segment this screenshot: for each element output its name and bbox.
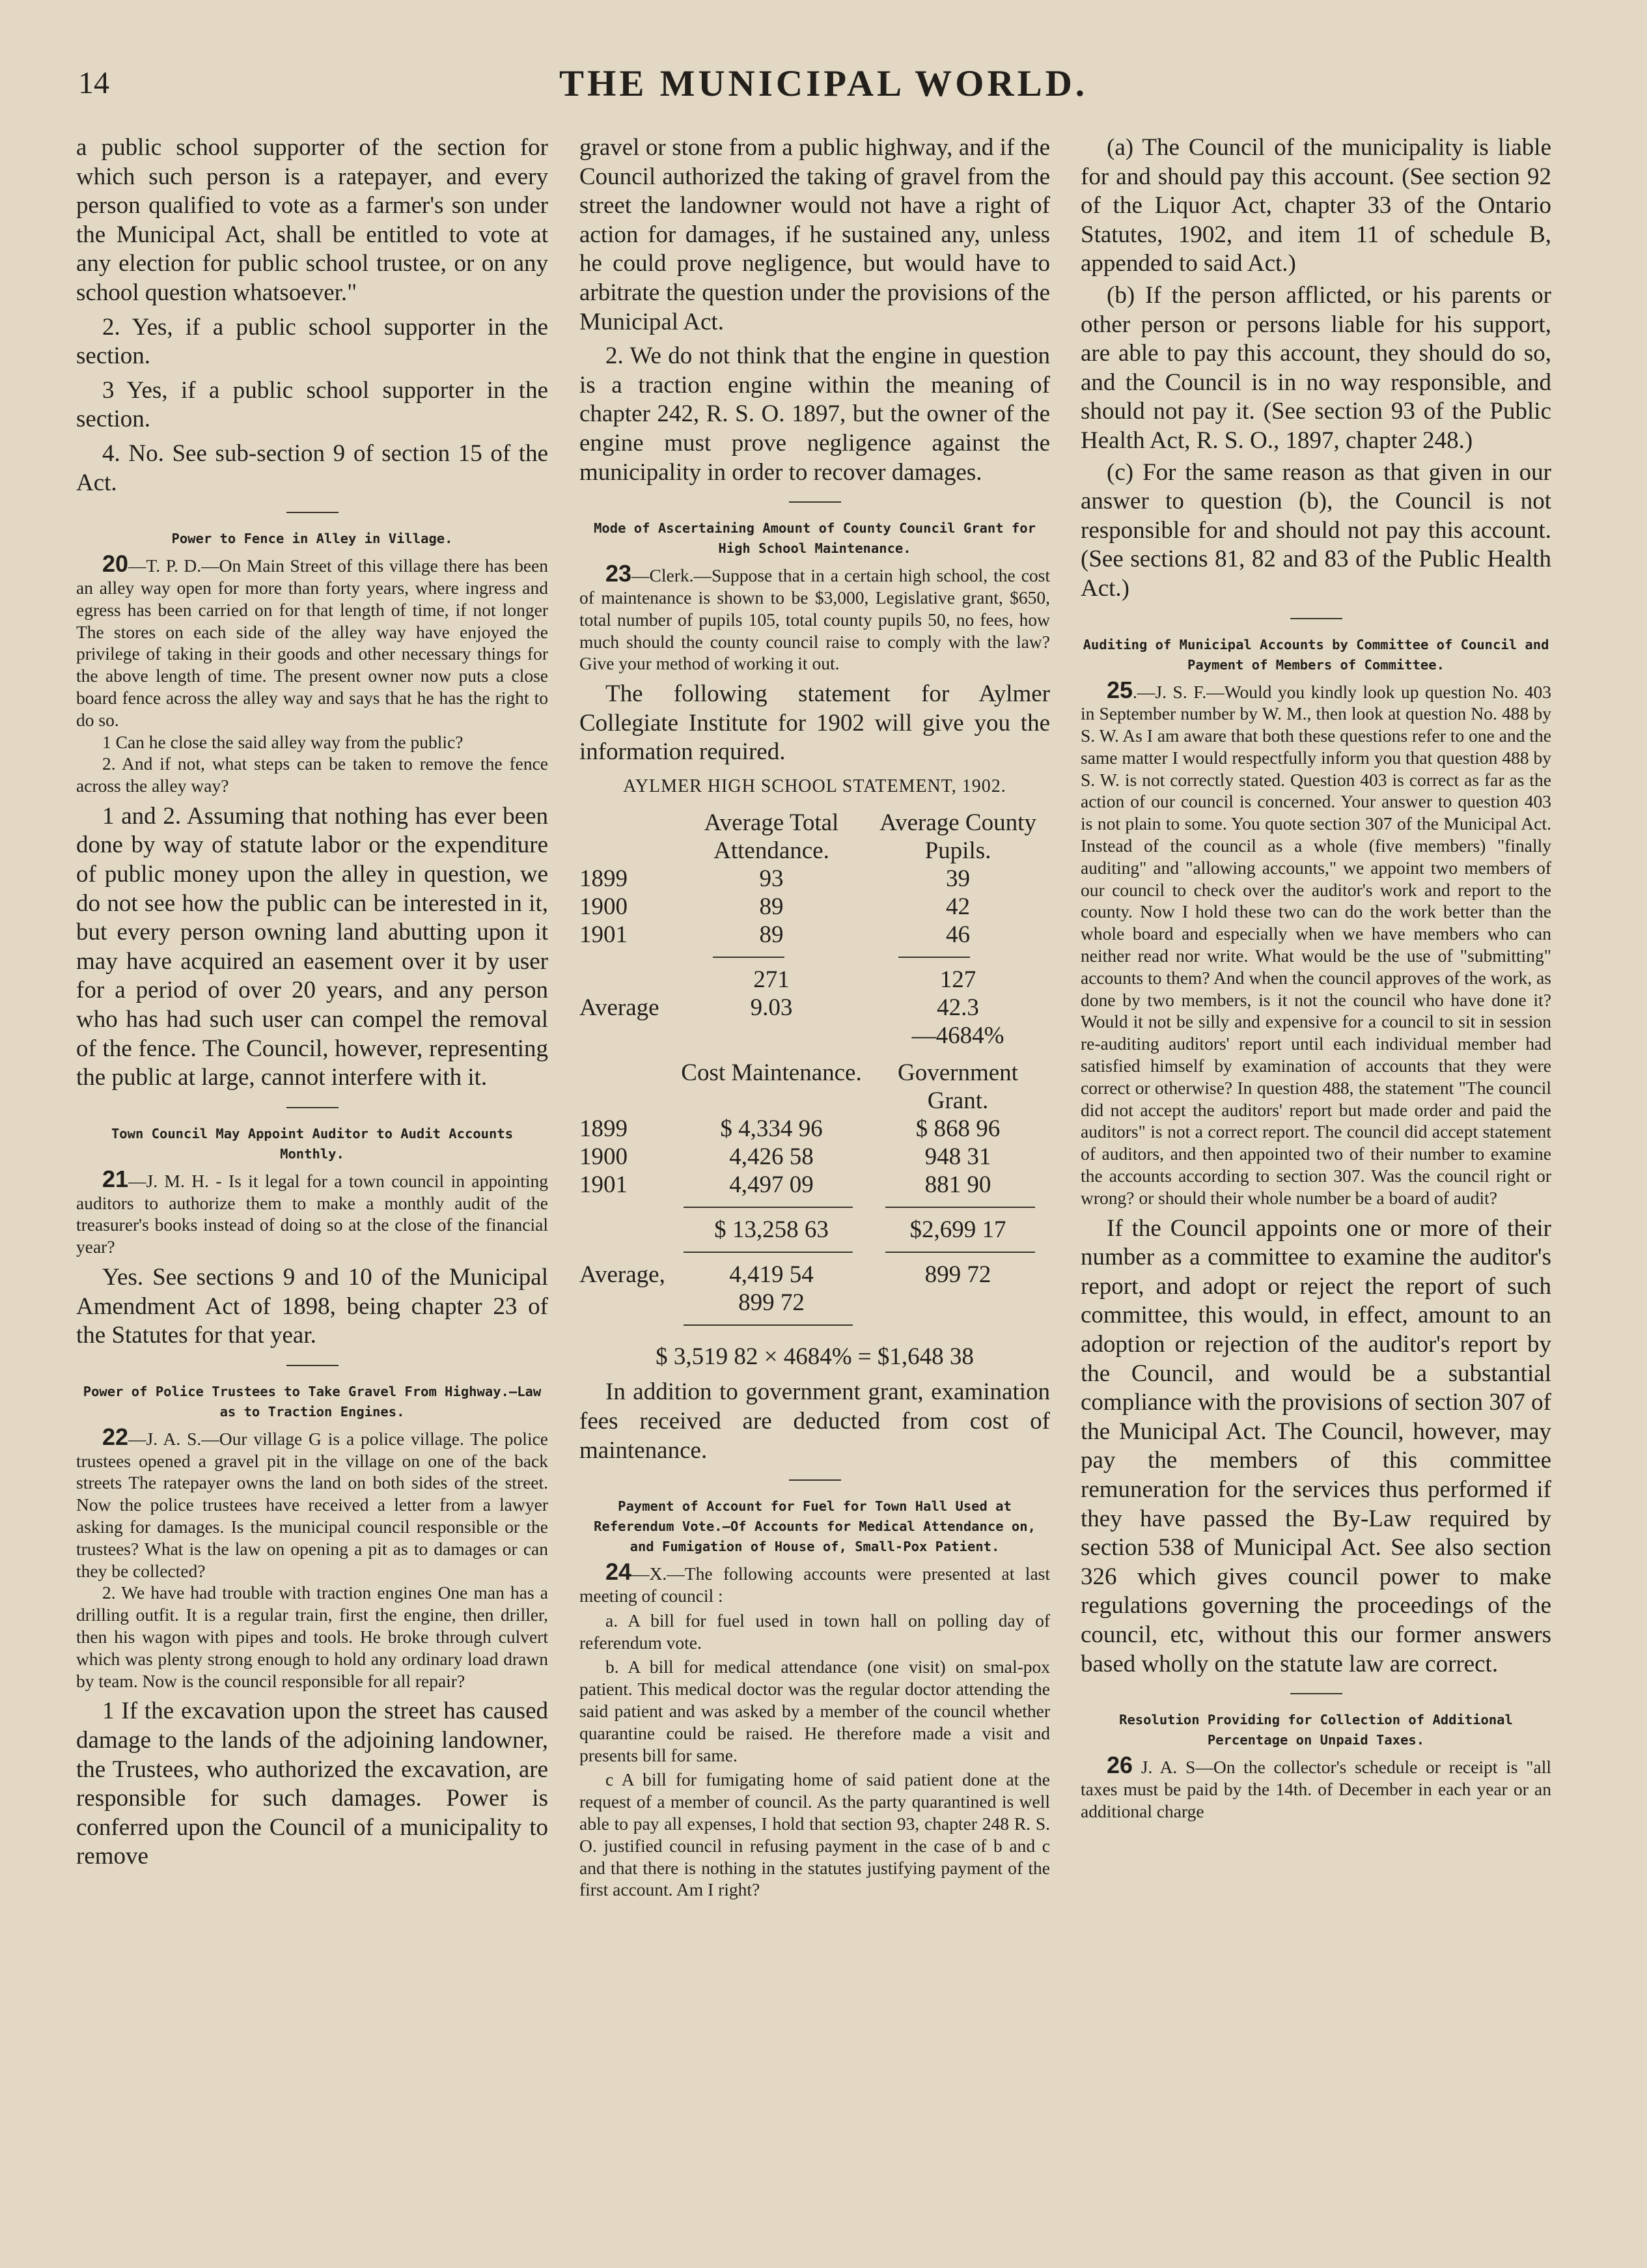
question-text [76, 1423, 548, 1582]
column-header: Average County Pupils. [879, 809, 1036, 864]
column-header: Average Total Attendance. [704, 809, 839, 864]
column-1 [76, 133, 548, 1871]
paragraph: 2. Yes, if a public school supporter in the section. [76, 313, 548, 370]
question-text [76, 550, 548, 731]
table-cell: 46 [946, 921, 970, 948]
subtraction-cell: 899 72 [738, 1289, 805, 1316]
answer-text: If the Council appoints one or more of their number as a committee to examine the auditor's report, and adopt or reject the report of such committee, this would, in effect, amount to an adoption or rejection of the auditor's report by the Council, and would be a substantial compliance with the provisions of section 307 of the Municipal Act. The Council, however, may pay the members of this committee remuneration for the services thus performed if they have passed the By-Law required by section 538 of Municipal Act. See also section 326 which gives council power to make regulations governing the proceedings of the council, etc, without this our former answers based wholly on the statute law are correct. [1081, 1214, 1551, 1677]
question-text [1081, 676, 1551, 1209]
question-number: 21 [102, 1165, 129, 1192]
paragraph: 4. No. See sub-section 9 of section 15 of the Act. [76, 440, 548, 496]
divider [789, 1479, 841, 1481]
statement-average-cost [579, 1261, 1050, 1317]
column-3 [1081, 133, 1551, 1823]
total-cell: 127 [939, 966, 976, 993]
statement-title: AYLMER HIGH SCHOOL STATEMENT, 1902. [623, 776, 1006, 796]
calculation: $ 3,519 82 × 4684% = $1,648 38 [656, 1343, 974, 1370]
question-number: 26 [1107, 1752, 1133, 1779]
paragraph: (c) For the same reason as that given in our answer to question (b), the Council is not responsible for and should not pay this account. (See sections 81, 82 and 83 of the Public Health Act.) [1081, 458, 1551, 602]
answer-text: Yes. See sections 9 and 10 of the Municipal Amendment Act of 1898, being chapter 23 of the Statutes for that year. [76, 1264, 548, 1349]
table-cell: 42 [946, 893, 970, 920]
statement-table-cost [579, 1059, 1050, 1199]
table-cell: 4,426 58 [729, 1143, 814, 1170]
table-cell: 93 [759, 865, 784, 892]
journal-title: THE MUNICIPAL WORLD. [559, 63, 1088, 104]
table-cell: 1899 [579, 1115, 628, 1142]
table-cell: 881 90 [924, 1171, 991, 1198]
question-body: —J. M. H. - Is it legal for a town council in appointing auditors to authorize them to make a monthly audit of the treasurer's books instead of doing so at the close of the financial year? [76, 1170, 548, 1257]
page-number: 14 [78, 66, 109, 100]
total-cell: $2,699 17 [909, 1216, 1006, 1243]
answer-text: 1 If the excavation upon the street has caused damage to the lands of the adjoining landowner, the Trustees, who authorized the excavation, are responsible for such damages. Power is conferred upon the Council of a municipality to remove [76, 1698, 548, 1870]
question-body: —T. P. D.—On Main Street of this village there has been an alley way open for more than forty years, where ingress and egress has been carried on for that length of time, if not longer The stores on each side of the alley way have enjoyed the privilege of taking in their goods and other necessary things for the above length of time. The present owner now puts a close board fence across the alley way and says that he has the right to do so. [76, 555, 548, 730]
table-cell: 89 [759, 893, 784, 920]
average-cell: 899 72 [924, 1261, 991, 1288]
question-heading: Town Council May Appoint Auditor to Audit Accounts Monthly. [111, 1125, 514, 1162]
table-cell: 1901 [579, 1171, 628, 1198]
question-part: 2. And if not, what steps can be taken to remove the fence across the alley way? [76, 753, 548, 796]
question-body: .—J. S. F.—Would you kindly look up question No. 403 in September number by W. M., then look at question No. 488 by S. W. As I am aware that both these questions refer to one and the same matter I would respectfully inform you that question 488 by S. W. is not correctly stated. Question 403 is correct as far as the action of our council is concerned. Your answer to question 403 is not plain to some. You quote section 307 of the Municipal Act. Instead of the council as a whole (five members) "finally auditing" and "allowing accounts," we appoint two members of our council to check over the auditor's work and report to the county. Now I hold these two can do the work better than the whole board and especially when we have members who can neither read nor write. What would be the use of "submitting" accounts to them? And when the council approves of the work, as done by two members, is it not the council who have done it? Would it not be silly and expensive for a council to sit in session re-auditing auditors' report until each individual member had satisfied himself by examination of accounts that they were correct or otherwise? In question 488, the statement "The council did not accept the auditors' report but made order and paid the auditors" is not a correct report. The council did accept statement of auditors, and then appointed two of their number to examine the accounts according to section 307. Was the council right or wrong? or should their whole number be a board of audit? [1081, 681, 1551, 1208]
question-part: b. A bill for medical attendance (one visit) on smal-pox patient. This medical doctor was the regular doctor attending the said patient and was asked by a member of the council whether quarantine could be raised. He therefore made a visit and presents bill for same. [579, 1657, 1050, 1765]
paragraph: 3 Yes, if a public school supporter in the section. [76, 376, 548, 433]
table-cell: $ 868 96 [915, 1115, 1001, 1142]
total-cell: 271 [753, 966, 790, 993]
sum-rule [579, 1317, 1050, 1334]
question-body: —J. A. S.—Our village G is a police village. The police trustees opened a gravel pit in the village on one of the back streets The ratepayer owns the land on both sides of the street. Now the police trustees have received a letter from a lawyer asking for damages. Is the municipal council responsible or the trustees? What is the law on opening a pit as to damages or can they be collected? [76, 1428, 548, 1581]
question-body: —Clerk.—Suppose that in a certain high school, the cost of maintenance is shown to be $3,000, Legislative grant, $650, total number of pupils 105, total county pupils 50, no fees, how much should the county council raise to comply with the law? Give your method of working it out. [579, 565, 1050, 674]
statement-totals-cost [579, 1216, 1050, 1244]
paragraph: (b) If the person afflicted, or his parents or other person or persons liable for his support, are able to pay this account, they should do so, and the Council is in no way responsible, and should not pay it. (See section 93 of the Public Health Act, R. S. O., 1897, chapter 248.) [1081, 281, 1551, 454]
question-heading: Payment of Account for Fuel for Town Hall Used at Referendum Vote.—Of Accounts for Medical Attendance on, and Fumigation of House of, Small-Pox Patient. [594, 1498, 1036, 1555]
question-number: 25 [1107, 676, 1133, 703]
average-cell: 9.03 [750, 994, 793, 1021]
question-part: a. A bill for fuel used in town hall on polling day of referendum vote. [579, 1610, 1050, 1653]
table-cell: 89 [759, 921, 784, 948]
table-cell: $ 4,334 96 [720, 1115, 823, 1142]
table-cell: 948 31 [924, 1143, 991, 1170]
table-cell: 1899 [579, 865, 628, 892]
divider [286, 1365, 339, 1366]
question-number: 23 [605, 560, 632, 587]
average-cell: 42.3 [937, 994, 979, 1021]
paragraph: a public school supporter of the section for which such person is a ratepayer, and every person qualified to vote as a farmer's son under the Municipal Act, shall be entitled to vote at any election for public school trustee, or on any school question whatsoever." [76, 134, 548, 306]
question-text [579, 1558, 1050, 1607]
question-text [76, 1165, 548, 1258]
question-part: 2. We have had trouble with traction engines One man has a drilling outfit. It is a regular train, first the engine, then driller, then his wagon with pipes and tools. He broke through culvert which was plenty strong enough to hold any ordinary load drawn by team. Now is the council responsible for all repair? [76, 1582, 548, 1691]
question-heading: Mode of Ascertaining Amount of County Council Grant for High School Maintenance. [594, 520, 1036, 557]
sum-rule [579, 949, 1050, 966]
divider [1290, 618, 1342, 619]
statement-totals-attendance [579, 966, 1050, 1050]
answer-text: The following statement for Aylmer Collegiate Institute for 1902 will give you the information required. [579, 680, 1050, 766]
question-number: 24 [605, 1558, 632, 1586]
divider [789, 501, 841, 503]
question-heading: Power of Police Trustees to Take Gravel From Highway.—Law as to Traction Engines. [83, 1383, 542, 1420]
column-header: Government Grant. [898, 1059, 1018, 1114]
paragraph: In addition to government grant, examination fees received are deducted from cost of maintenance. [579, 1379, 1050, 1464]
question-number: 22 [102, 1423, 129, 1450]
paragraph: (a) The Council of the municipality is liable for and should pay this account. (See section 92 of the Liquor Act, chapter 33 of the Ontario Statutes, 1902, and item 11 of schedule B, appended to said Act.) [1081, 134, 1551, 277]
question-heading: Power to Fence in Alley in Village. [171, 531, 453, 547]
divider [286, 1107, 339, 1108]
table-cell: 1901 [579, 921, 628, 948]
total-cell: $ 13,258 63 [714, 1216, 829, 1243]
question-text [579, 560, 1050, 675]
question-part: c A bill for fumigating home of said patient done at the request of a member of council. As the party quarantined is well able to pay all expenses, I hold that section 93, chapter 248 R. S. O. justified council in refusing payment in the case of b and c and that there is nothing in the statutes justifying payment of the first account. Am I right? [579, 1769, 1050, 1900]
average-cell: 4,419 54 [729, 1261, 814, 1288]
question-body: —X.—The following accounts were presented at last meeting of council : [579, 1563, 1050, 1606]
statement-table-attendance [579, 809, 1050, 949]
row-label: Average [579, 994, 659, 1021]
page-header [0, 65, 1647, 114]
column-header: Cost Maintenance. [681, 1059, 862, 1086]
question-part: 1 Can he close the said alley way from the public? [102, 731, 464, 752]
sum-rule [579, 1199, 1050, 1216]
row-label: Average, [579, 1261, 665, 1288]
question-heading: Auditing of Municipal Accounts by Committee of Council and Payment of Members of Committee. [1083, 636, 1549, 673]
table-cell: 1900 [579, 1143, 628, 1170]
answer-text: 1 and 2. Assuming that nothing has ever been done by way of statute labor or the expenditure of public money upon the alley in question, we do not see how the public can be interested in it, but every person owning land abutting upon it may have acquired an easement over it by user for a period of over 20 years, and any person who has had such user can compel the removal of the fence. The Council, however, representing the public at large, cannot interfere with it. [76, 802, 548, 1091]
divider [286, 512, 339, 513]
question-text [1081, 1754, 1551, 1822]
paragraph: gravel or stone from a public highway, and if the Council authorized the taking of gravel from the street the landowner would not have a right of action for damages, if he sustained any, unless he could prove negligence, but would have to arbitrate the question under the provisions of the Municipal Act. [579, 134, 1050, 335]
column-2 [579, 133, 1050, 1901]
table-cell: 39 [946, 865, 970, 892]
paragraph: 2. We do not think that the engine in question is a traction engine within the meaning of chapter 242, R. S. O. 1897, but the owner of the engine must prove negligence against the municipality in order to recover damages. [579, 343, 1050, 486]
table-cell: 1900 [579, 893, 628, 920]
question-heading: Resolution Providing for Collection of Additional Percentage on Unpaid Taxes. [1119, 1712, 1513, 1748]
sum-rule [579, 1244, 1050, 1261]
table-cell: 4,497 09 [729, 1171, 814, 1198]
question-number: 20 [102, 550, 129, 578]
question-body: J. A. S—On the collector's schedule or receipt is "all taxes must be paid by the 14th. of December in each year or an additional charge [1081, 1757, 1551, 1821]
divider [1290, 1693, 1342, 1694]
percentage-cell: —4684% [911, 1022, 1004, 1049]
